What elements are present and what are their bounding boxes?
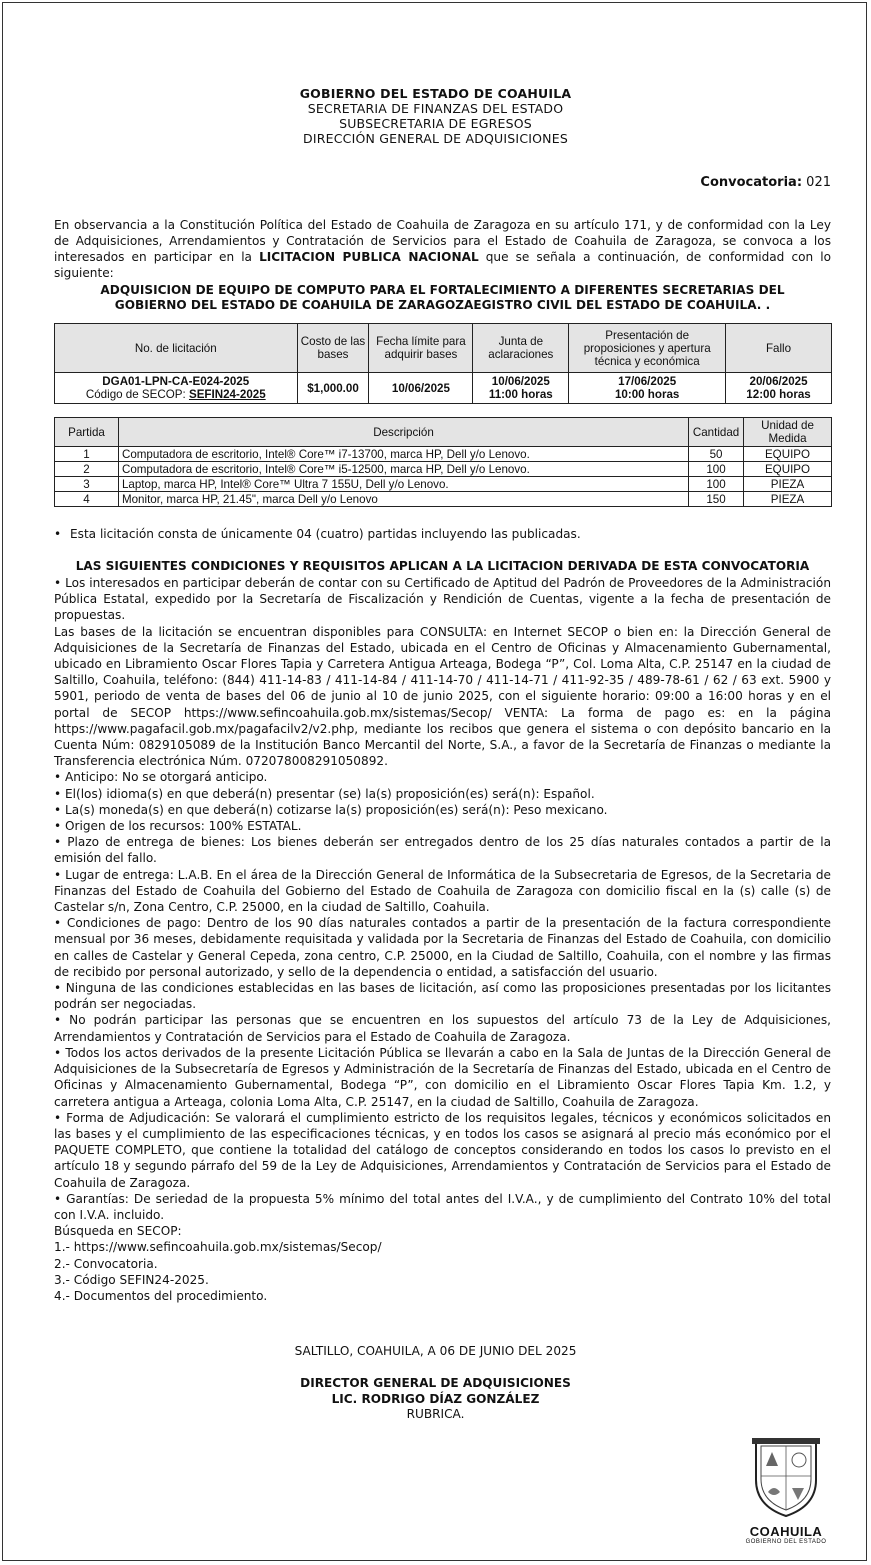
item-partida: 1 [55,447,119,462]
item-cantidad: 100 [689,477,744,492]
document-header [0,86,871,146]
item-partida: 3 [55,477,119,492]
condition-paragraph: • Forma de Adjudicación: Se valorará el cumplimiento estricto de los requisitos legales, técnicos y económicos solicitados en las bases y el cumplimiento de las especificaciones técnicas, y en todos los casos se asignará al precio más económico por el PAQUETE COMPLETO, que contiene la totalidad del catálogo de conceptos considerando en todos los casos lo previsto en el artículo 18 y segundo párrafo del 59 de la Ley de Adquisiciones, Arrendamientos y Contratación de Servicios para el Estado de Coahuila de Zaragoza. [54,1110,831,1190]
item-unidad: PIEZA [744,492,832,507]
fallo-time: 12:00 horas [746,388,811,401]
items-table-header [55,418,832,447]
signature-block [0,1376,871,1423]
condition-paragraph: • Origen de los recursos: 100% ESTATAL. [54,819,302,834]
items-table [54,417,832,507]
fallo-date: 20/06/2025 [749,375,808,388]
table-row [55,447,832,462]
item-descripcion: Laptop, marca HP, Intel® Core™ Ultra 7 155U, Dell y/o Lenovo. [118,477,688,492]
condition-paragraph: • El(los) idioma(s) en que deberá(n) presentar (se) la(s) proposición(es) será(n): Español. [54,786,595,801]
condition-paragraph: • No podrán participar las personas que se encuentren en los supuestos del artículo 73 de la Ley de Adquisiciones, Arrendamientos y Contratación de Servicios para el Estado de Coahuila de Zaragoza. [54,1013,831,1044]
bid-schedule-table [54,323,832,404]
item-unidad: EQUIPO [744,447,832,462]
condition-paragraph: • Garantías: De seriedad de la propuesta 5% mínimo del total antes del I.V.A., y de cumplimiento del Contrato 10% del total con I.V.A. incluido. [54,1191,831,1222]
tender-title-line1: ADQUISICION DE EQUIPO DE COMPUTO PARA EL FORTALECIMIENTO A DIFERENTES SECRETARIAS DEL [100,283,785,297]
secop-code-label: Código de SECOP: [85,388,189,401]
logo-subtitle: GOBIERNO DEL ESTADO [745,1539,827,1545]
items-header-partida: Partida [55,418,119,447]
bid-header-junta: Junta de aclaraciones [473,324,569,373]
header-secretariat: SECRETARIA DE FINANZAS DEL ESTADO [307,101,564,116]
coat-of-arms-icon [748,1436,824,1518]
bid-cell-costo: $1,000.00 [297,373,369,404]
item-descripcion: Computadora de escritorio, Intel® Core™ i7-13700, marca HP, Dell y/o Lenovo. [118,447,688,462]
condition-paragraph: • Todos los actos derivados de la presente Licitación Pública se llevarán a cabo en la Sala de Juntas de la Dirección General de Adquisiciones de la Subsecretaría de Egresos y Administración de la Secretaría de Finanzas del Estado, ubicada en el Centro de Oficinas y Almacenamiento Gubernamental, Bodega “P”, con domicilio en el Libramiento Oscar Flores Tapia Km. 1.2, y carretera antigua a Arteaga, colonia Loma Alta, C.P. 25147, en la ciudad de Saltillo, Coahuila de Zaragoza. [54,1045,831,1109]
intro-text-2: que se señala a continuación, de conformidad con lo siguiente: [54,250,831,280]
item-cantidad: 150 [689,492,744,507]
condition-paragraph: • Ninguna de las condiciones establecidas en las bases de licitación, así como las proposiciones presentadas por los licitantes podrán ser negociadas. [54,981,831,1012]
condition-paragraph: 3.- Código SEFIN24-2025. [54,1272,209,1287]
item-partida: 4 [55,492,119,507]
bid-header-costo: Costo de las bases [297,324,369,373]
intro-bold: LICITACION PUBLICA NACIONAL [259,250,479,264]
pres-date: 17/06/2025 [618,375,677,388]
item-cantidad: 50 [689,447,744,462]
condition-paragraph: 2.- Convocatoria. [54,1256,158,1271]
tender-title-line2: GOBIERNO DEL ESTADO DE COAHUILA DE ZARAGOZAEGISTRO CIVIL DEL ESTADO DE COAHUILA. . [114,298,771,312]
condition-paragraph: Las bases de la licitación se encuentran disponibles para CONSULTA: en Internet SECOP o bien en: la Dirección General de Adquisiciones de la Secretaría de Finanzas del Estado, ubicada en el Centro de Oficinas y Almacenamiento Gubernamental, ubicado en Libramiento Oscar Flores Tapia y Carretera Antigua Arteaga, Bodega “P”, Col. Loma Alta, C.P. 25147 en la ciudad de Saltillo, Coahuila, teléfono: (844) 411-14-83 / 411-14-84 / 411-14-70 / 411-14-71 / 411-92-35 / 489-78-61 / 62 / 63 ext. 5900 y 5901, periodo de venta de bases del 06 de junio al 10 de junio 2025, con el siguiente horario: 09:00 a 16:00 horas y en el portal de SECOP https://www.sefincoahuila.gob.mx/sistemas/Secop/ VENTA: La forma de pago es: en la página https://www.pagafacil.gob.mx/pagafacilv2/v2.php, mediante los recibos que genera el sistema o con depósito bancario en la Cuenta Núm: 0829105089 de la Institución Banco Mercantil del Norte, S.A., a favor de la Secretaría de Finanzas o mediante la Transferencia electrónica Núm. 072078008291050892. [54,624,831,769]
table-row [55,462,832,477]
bid-cell-fallo [726,373,832,404]
bullet-icon: • [54,527,62,541]
condition-paragraph: • Anticipo: No se otorgará anticipo. [54,770,268,785]
items-header-descripcion: Descripción [118,418,688,447]
condition-paragraph: 4.- Documentos del procedimiento. [54,1288,268,1303]
condition-paragraph: Búsqueda en SECOP: [54,1224,182,1239]
bid-table-row [55,373,832,404]
item-unidad: PIEZA [744,477,832,492]
condition-paragraph: • Plazo de entrega de bienes: Los bienes deberán ser entregados dentro de los 25 días naturales contados a partir de la emisión del fallo. [54,835,831,866]
place-date: SALTILLO, COAHUILA, A 06 DE JUNIO DEL 2025 [294,1344,577,1358]
conditions-body [54,575,831,1304]
header-government: GOBIERNO DEL ESTADO DE COAHUILA [299,86,572,101]
items-header-cantidad: Cantidad [689,418,744,447]
signature-name: LIC. RODRIGO DÍAZ GONZÁLEZ [331,1391,540,1406]
logo-name: COAHUILA [749,1524,823,1539]
junta-time: 11:00 horas [488,388,553,401]
secop-code-line [57,388,295,401]
convocatoria-number [700,175,831,190]
bid-header-presentacion: Presentación de proposiciones y apertura técnica y económica [569,324,726,373]
table-row [55,492,832,507]
bid-header-no: No. de licitación [55,324,298,373]
header-directorate: DIRECCIÓN GENERAL DE ADQUISICIONES [303,131,568,146]
bid-header-fallo: Fallo [726,324,832,373]
bid-cell-fecha: 10/06/2025 [369,373,473,404]
convocatoria-value: 021 [806,175,831,190]
header-subsecretariat: SUBSECRETARIA DE EGRESOS [339,116,532,131]
condition-paragraph: • La(s) moneda(s) en que deberá(n) cotizarse la(s) proposición(es) será(n): Peso mexicano. [54,802,608,817]
conditions-heading: LAS SIGUIENTES CONDICIONES Y REQUISITOS APLICAN A LA LICITACION DERIVADA DE ESTA CONVOCATORIA [75,559,810,573]
bid-cell-presentacion [569,373,726,404]
item-unidad: EQUIPO [744,462,832,477]
bid-header-fecha: Fecha límite para adquirir bases [369,324,473,373]
junta-date: 10/06/2025 [491,375,550,388]
coahuila-logo [740,1436,832,1546]
intro-paragraph [54,217,831,281]
intro-text-1: En observancia a la Constitución Política del Estado de Coahuila de Zaragoza en su artículo 171, y de conformidad con la Ley de Adquisiciones, Arrendamientos y Contratación de Servicios para el Estado de Coahuila de Zaragoza, se convoca a los interesados en participar en la [54,218,831,264]
condition-paragraph: • Lugar de entrega: L.A.B. En el área de la Dirección General de Informática de la Subsecretaria de Egresos, de la Secretaria de Finanzas del Estado de Coahuila del Gobierno del Estado de Coahuila de Zaragoza con domicilio fiscal en la (s) calle (s) de Castelar s/n, Zona Centro, C.P. 25000, en la ciudad de Saltillo, Coahuila. [54,867,831,915]
condition-paragraph: • Los interesados en participar deberán de contar con su Certificado de Aptitud del Padrón de Proveedores de la Administración Pública Estatal, expedido por la Secretaría de Fiscalización y Rendición de Cuentas, vigente a la fecha de presentación de propuestas. [54,576,831,623]
pres-time: 10:00 horas [614,388,680,401]
signature-title: DIRECTOR GENERAL DE ADQUISICIONES [300,1376,571,1390]
tender-title [54,283,831,313]
bid-number: DGA01-LPN-CA-E024-2025 [102,375,250,388]
partidas-note [54,527,581,541]
convocatoria-label: Convocatoria: [700,175,803,190]
bid-table-header [55,324,832,373]
item-descripcion: Computadora de escritorio, Intel® Core™ i5-12500, marca HP, Dell y/o Lenovo. [118,462,688,477]
condition-paragraph: • Condiciones de pago: Dentro de los 90 días naturales contados a partir de la presentación de la factura correspondiente mensual por 36 meses, debidamente requisitada y validada por la Secretaria de Finanzas del Estado de Coahuila, con domicilio en calles de Castelar y General Cepeda, zona centro, C.P. 25000, en la Ciudad de Saltillo, Coahuila, con el nombre y las firmas de recibido por personal autorizado, y sello de la dependencia o entidad, a satisfacción del usuario. [54,916,831,979]
condition-paragraph: 1.- https://www.sefincoahuila.gob.mx/sistemas/Secop/ [54,1240,382,1255]
item-descripcion: Monitor, marca HP, 21.45", marca Dell y/o Lenovo [118,492,688,507]
bid-cell-no [55,373,298,404]
partidas-note-text: Esta licitación consta de únicamente 04 (cuatro) partidas incluyendo las publicadas. [70,527,581,541]
secop-code-value: SEFIN24-2025 [188,388,266,401]
bid-cell-junta [473,373,569,404]
item-partida: 2 [55,462,119,477]
signature-rubrica: RUBRICA. [406,1407,465,1421]
table-row [55,477,832,492]
item-cantidad: 100 [689,462,744,477]
items-header-unidad: Unidad de Medida [744,418,832,447]
